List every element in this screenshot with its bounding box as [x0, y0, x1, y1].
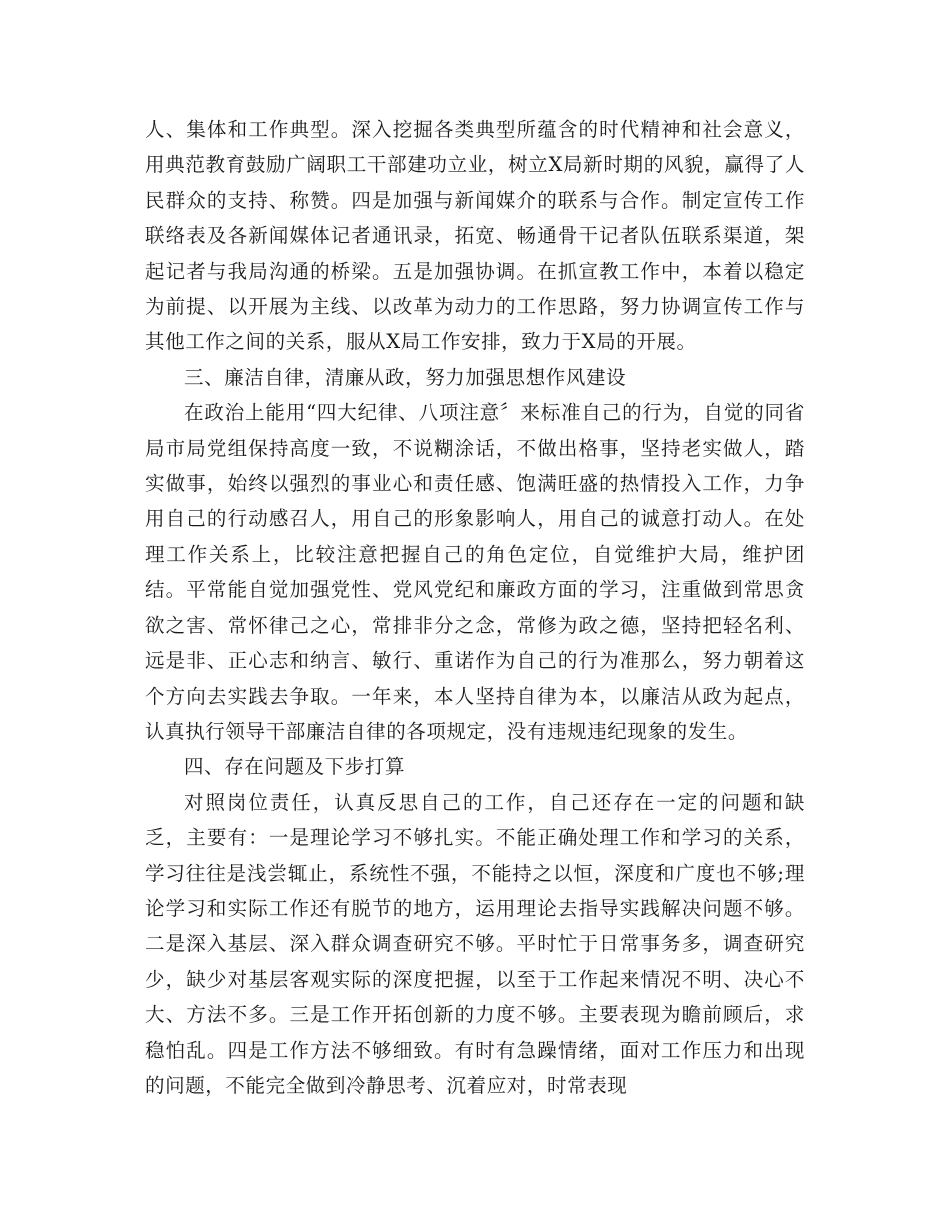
document-page	[145, 112, 805, 1103]
section-heading-3: 三、廉洁自律，清廉从政，努力加强思想作风建设	[184, 365, 627, 389]
body-paragraph: 对照岗位责任，认真反思自己的工作，自己还存在一定的问题和缺乏，主要有：一是理论学习不够扎实。不能正确处理工作和学习的关系，学习往往是浅尝辄止，系统性不强，不能持之以恒，深度和广度也不够;理论学习和实际工作还有脱节的地方，运用理论去指导实践解决问题不够。二是深入基层、深入群众调查研究不够。平时忙于日常事务多，调查研究少，缺少对基层客观实际的深度把握，以至于工作起来情况不明、决心不大、方法不多。三是工作开拓创新的力度不够。主要表现为瞻前顾后，求稳怕乱。四是工作方法不够细致。有时有急躁情绪，面对工作压力和出现的问题，不能完全做到冷静思考、沉着应对，时常表现	[145, 790, 805, 1097]
section-heading-4: 四、存在问题及下步打算	[184, 755, 406, 779]
body-paragraph: 人、集体和工作典型。深入挖掘各类典型所蕴含的时代精神和社会意义，用典范教育鼓励广阔职工干部建功立业，树立X局新时期的风貌，赢得了人民群众的支持、称赞。四是加强与新闻媒介的联系与合作。制定宣传工作联络表及各新闻媒体记者通讯录，拓宽、畅通骨干记者队伍联系渠道，架起记者与我局沟通的桥梁。五是加强协调。在抓宣教工作中，本着以稳定为前提、以开展为主线、以改革为动力的工作思路，努力协调宣传工作与其他工作之间的关系，服从X局工作安排，致力于X局的开展。	[145, 118, 805, 354]
body-paragraph: 在政治上能用“四大纪律、八项注意〞来标准自己的行为，自觉的同省局市局党组保持高度一致，不说糊涂话，不做出格事，坚持老实做人，踏实做事，始终以强烈的事业心和责任感、饱满旺盛的热情投入工作，力争用自己的行动感召人，用自己的形象影响人，用自己的诚意打动人。在处理工作关系上，比较注意把握自己的角色定位，自觉维护大局，维护团结。平常能自觉加强党性、党风党纪和廉政方面的学习，注重做到常思贪欲之害、常怀律己之心，常排非分之念，常修为政之德，坚持把轻名利、远是非、正心志和纳言、敏行、重诺作为自己的行为准那么，努力朝着这个方向去实践去争取。一年来，本人坚持自律为本，以廉洁从政为起点，认真执行领导干部廉洁自律的各项规定，没有违规违纪现象的发生。	[145, 401, 805, 743]
